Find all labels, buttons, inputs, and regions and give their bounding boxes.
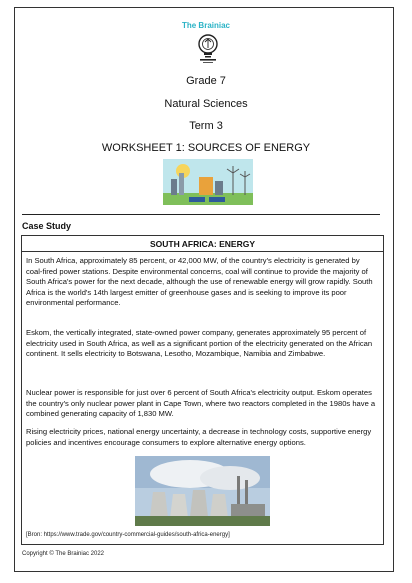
case-study-paragraph: Nuclear power is responsible for just over 6 percent of South Africa's electricity output. Eskom operates the country's only nuclear power plant in Cape Town, where two reactors completed in the 1980s have a combined generating capacity of 1,830 MW. xyxy=(26,388,376,418)
energy-sources-illustration xyxy=(163,159,253,205)
copyright-footer: Copyright © The Brainiac 2022 xyxy=(22,551,105,557)
brand-name: The Brainiac xyxy=(181,21,230,30)
case-study-paragraph: In South Africa, approximately 85 percent, or 42,000 MW, of the country's electricity is generated by coal-fired power stations. Despite environmental concerns, coal will continue to provide the majority of South Africa's power for the next decade, although the use of renewable energy will grow rapidly. South Africa is the world's 14th largest emitter of greenhouse gases and is seeking to improve its poor environmental performance. xyxy=(26,256,373,307)
worksheet-title: WORKSHEET 1: SOURCES OF ENERGY xyxy=(101,142,311,154)
case-study-box xyxy=(21,235,384,545)
lightbulb-education-logo-icon xyxy=(197,33,219,65)
term-heading: Term 3 xyxy=(189,120,223,132)
power-station-photo xyxy=(135,456,270,526)
case-study-title-divider xyxy=(22,251,383,252)
grade-heading: Grade 7 xyxy=(186,75,226,87)
case-study-title: SOUTH AFRICA: ENERGY xyxy=(150,239,255,249)
case-study-label: Case Study xyxy=(22,221,72,231)
case-study-paragraph: Rising electricity prices, national energy uncertainty, a decrease in technology costs, supportive energy policies and incentives encourage consumers to explore alternative energy options. xyxy=(26,427,372,447)
subject-heading: Natural Sciences xyxy=(164,98,248,110)
section-divider xyxy=(22,214,380,215)
source-citation: [Bron: https://www.trade.gov/country-commercial-guides/south-africa-energy] xyxy=(26,532,230,538)
case-study-paragraph: Eskom, the vertically integrated, state-owned power company, generates approximately 95 percent of electricity used in South Africa, as well as a significant portion of the electricity generated on the African continent. It sells electricity to Botswana, Lesotho, Mozambique, Namibia and Zimbabwe. xyxy=(26,328,373,358)
